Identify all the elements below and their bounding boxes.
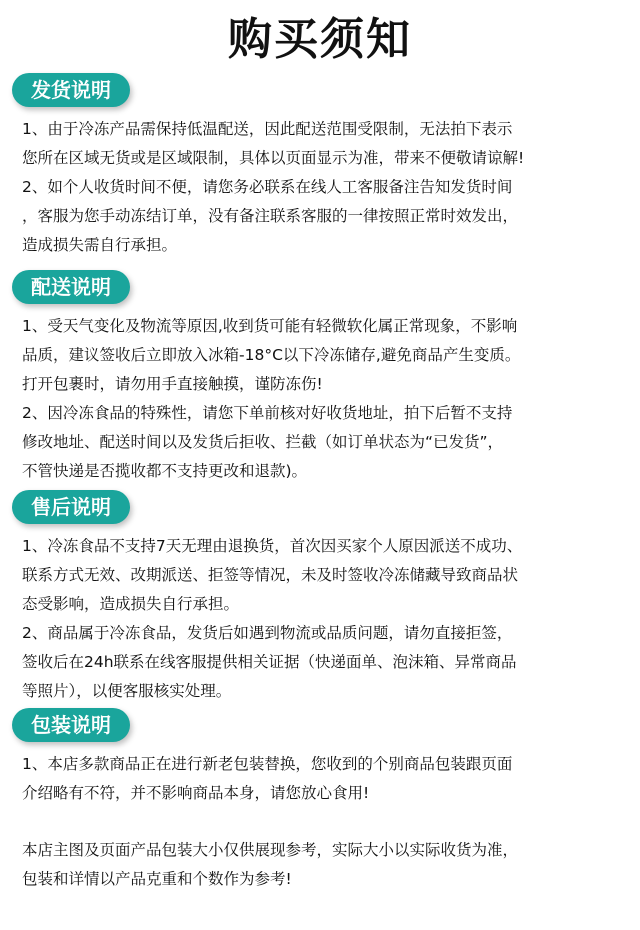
after-sales-heading-badge: 售后说明 [12, 490, 130, 524]
page-title: 购买须知 [228, 14, 412, 65]
shipping-heading-badge: 发货说明 [12, 73, 130, 107]
after-sales-paragraph-1: 1、冷冻食品不支持7天无理由退换货，首次因买家个人原因派送不成功、 联系方式无效、改期派送、拒签等情况，未及时签收冷冻储藏导致商品状 态受影响，造成损失自行承担。 [22, 537, 523, 613]
delivery-paragraph-1: 1、受天气变化及物流等原因,收到货可能有轻微软化属正常现象，不影响 品质，建议签收后立即放入冰箱-18°C以下冷冻储存,避免商品产生变质。 打开包裹时，请勿用手直接触摸，谨防冻伤! [22, 317, 521, 393]
shipping-paragraph-1: 1、由于冷冻产品需保持低温配送，因此配送范围受限制，无法拍下表示 您所在区域无货或是区域限制，具体以页面显示为准，带来不便敬请谅解! [22, 120, 525, 167]
delivery-heading-badge: 配送说明 [12, 270, 130, 304]
packaging-heading-badge: 包装说明 [12, 708, 130, 742]
packaging-note: 本店主图及页面产品包装大小仅供展现参考，实际大小以实际收货为准， 包装和详情以产品克重和个数作为参考! [22, 841, 519, 888]
delivery-paragraph-2: 2、因冷冻食品的特殊性，请您下单前核对好收货地址，拍下后暂不支持 修改地址、配送时间以及发货后拒收、拦截（如订单状态为“已发货”， 不管快递是否揽收都不支持更改和退款)。 [22, 404, 513, 480]
packaging-paragraph-1: 1、本店多款商品正在进行新老包装替换，您收到的个别商品包装跟页面 介绍略有不符，并不影响商品本身，请您放心食用! [22, 755, 513, 802]
after-sales-paragraph-2: 2、商品属于冷冻食品，发货后如遇到物流或品质问题，请勿直接拒签， 签收后在24h联系在线客服提供相关证据（快递面单、泡沫箱、异常商品 等照片），以便客服核实处理。 [22, 624, 517, 700]
shipping-paragraph-2: 2、如个人收货时间不便，请您务必联系在线人工客服备注告知发货时间 ，客服为您手动冻结订单，没有备注联系客服的一律按照正常时效发出， 造成损失需自行承担。 [22, 178, 519, 254]
